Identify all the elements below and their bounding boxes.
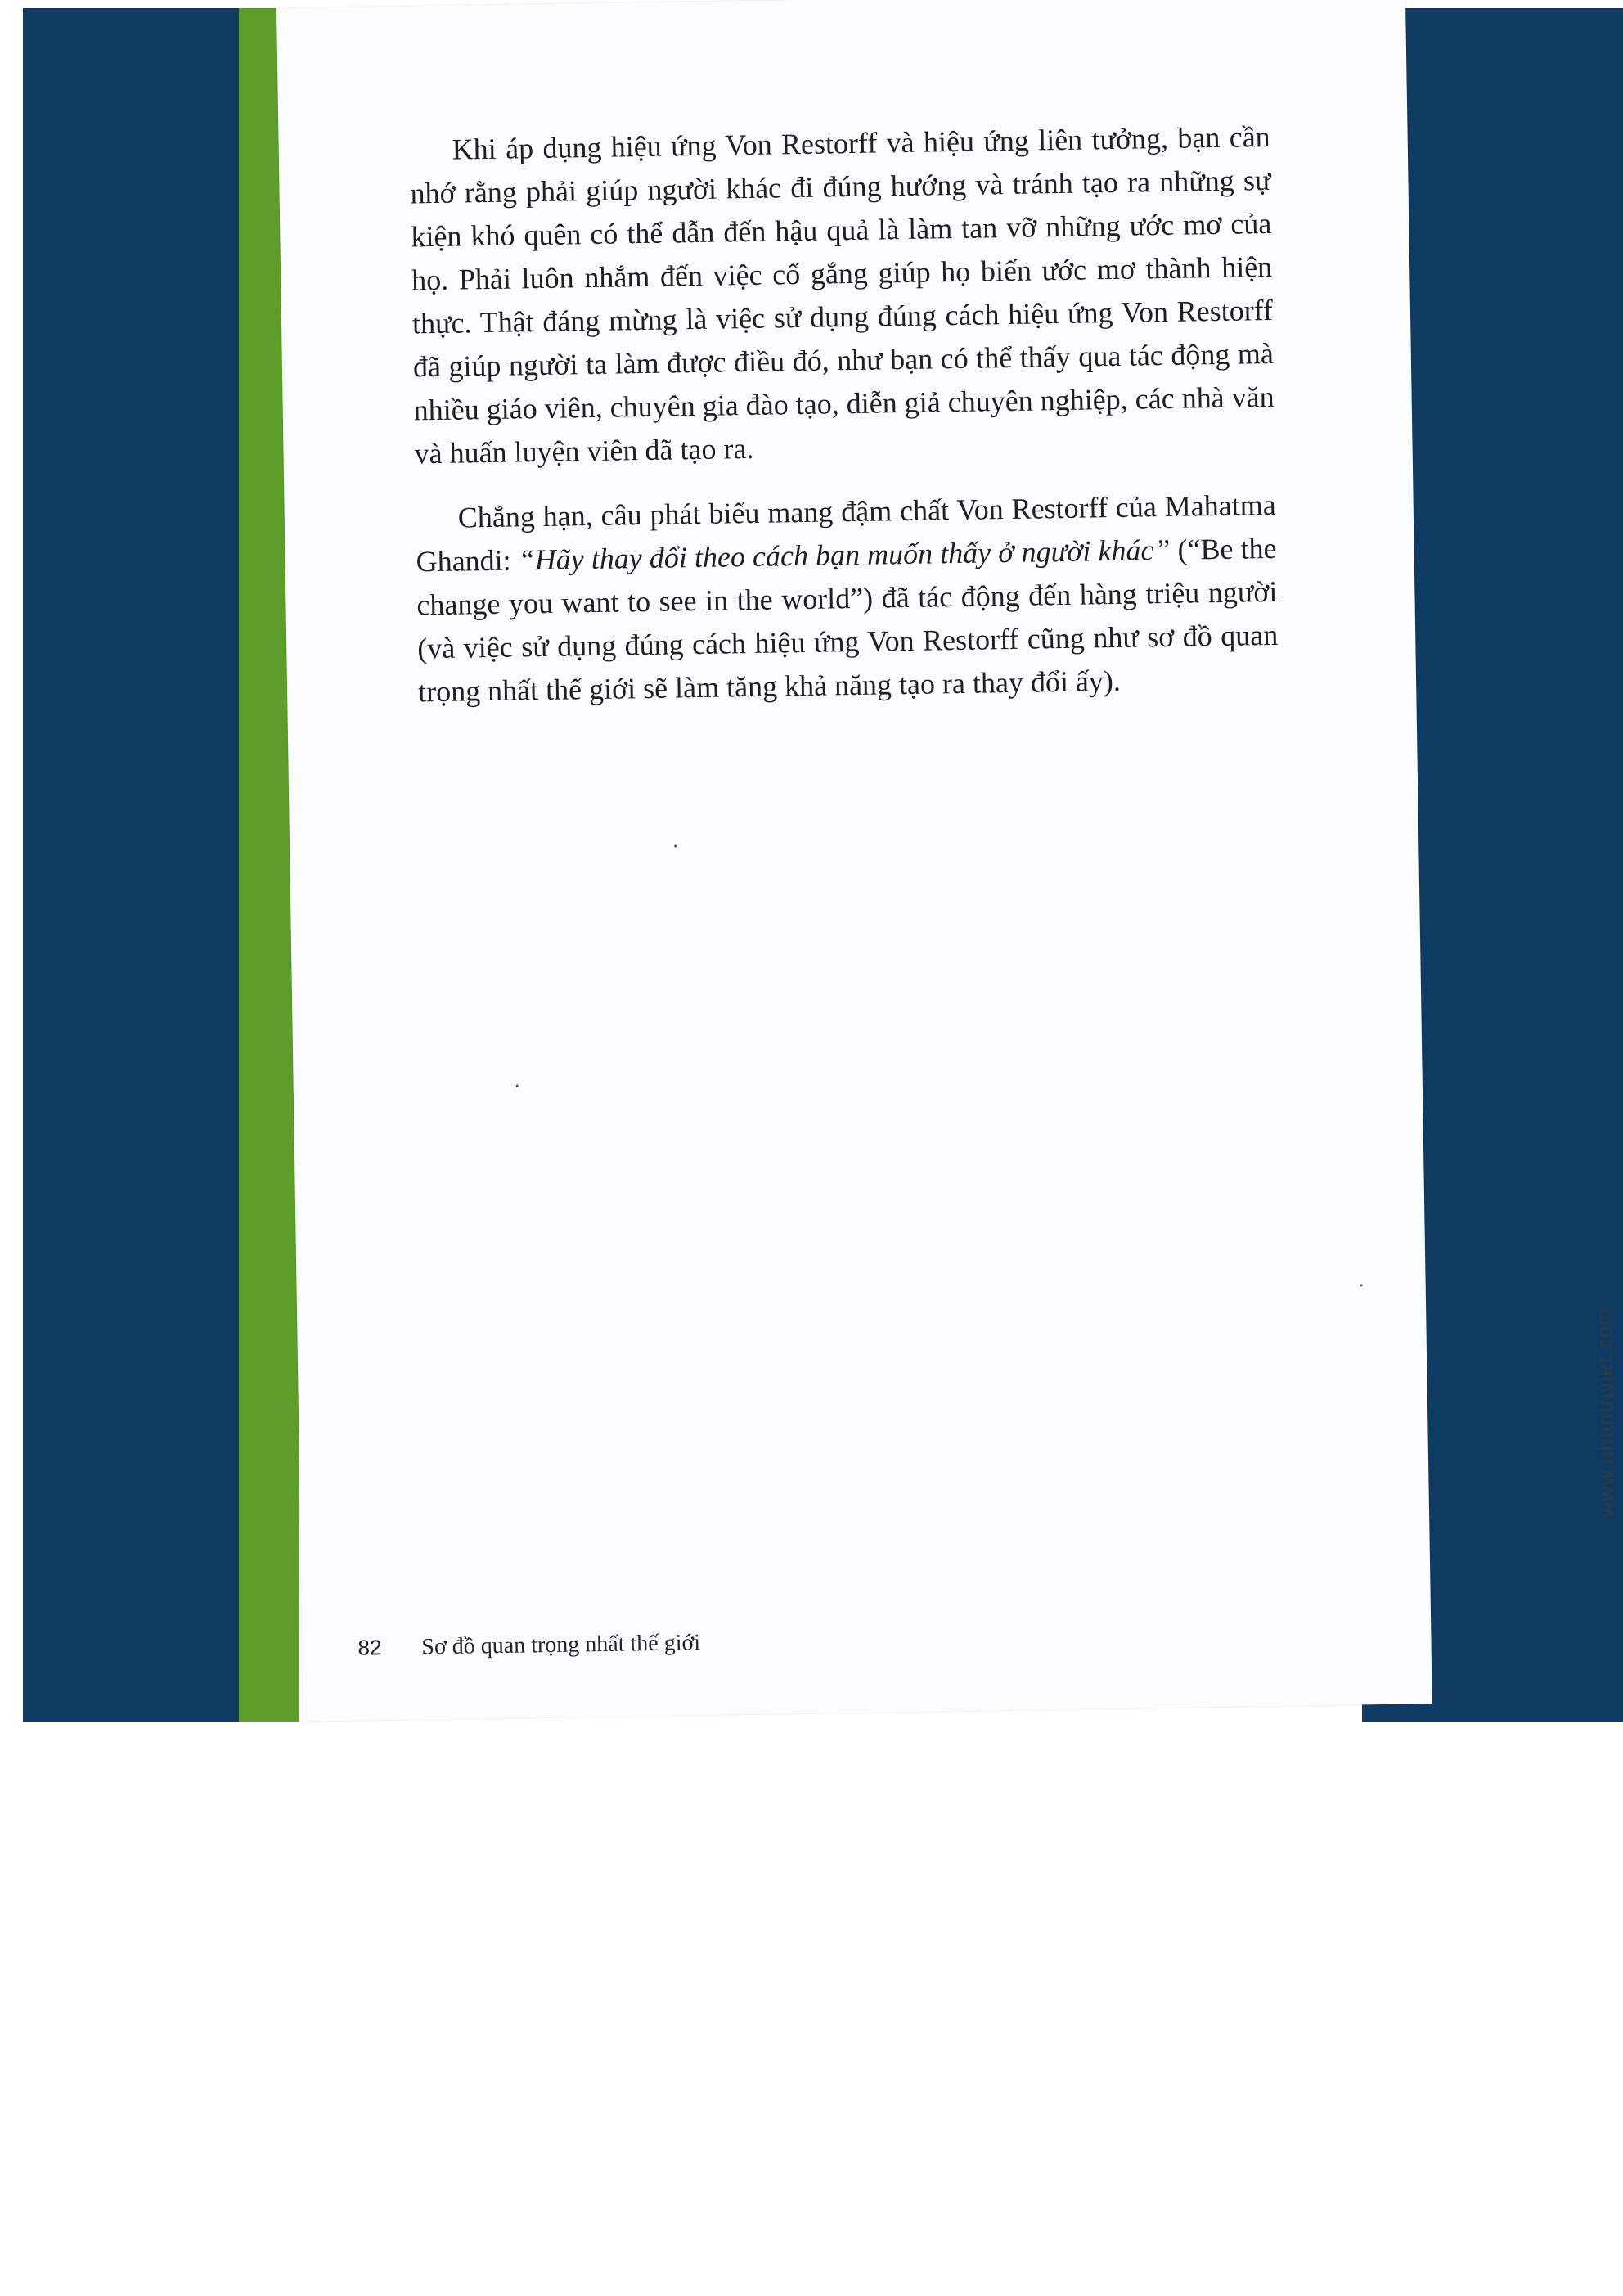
- paragraph-2-rest: (“Be the change you want to see in the world”) đã tác động đến hàng triệu người (và việc sử dụng đúng cách hiệu ứng Von Restorff cũng như sơ đồ quan trọng nhất thế giới sẽ làm tăng khả năng tạo ra thay đổi ấy).: [416, 531, 1279, 709]
- page-footer: [357, 1630, 700, 1662]
- paragraph-2: [415, 484, 1279, 714]
- scan-speck: [1360, 1284, 1363, 1286]
- scan-speck: [674, 844, 677, 847]
- page-number: 82: [357, 1635, 382, 1660]
- paragraph-1: Khi áp dụng hiệu ứng Von Restorff và hiệu ứng liên tưởng, bạn cần nhớ rằng phải giúp người khác đi đúng hướng và tránh tạo ra những sự kiện khó quên có thể dẫn đến hậu quả là làm tan vỡ những ước mơ của họ. Phải luôn nhắm đến việc cố gắng giúp họ biến ước mơ thành hiện thực. Thật đáng mừng là việc sử dụng đúng cách hiệu ứng Von Restorff đã giúp người ta làm được điều đó, như bạn có thể thấy qua tác động mà nhiều giáo viên, chuyên gia đào tạo, diễn giả chuyên nghiệp, các nhà văn và huấn luyện viên đã tạo ra.: [410, 119, 1275, 470]
- scan-background-left: [23, 8, 268, 1722]
- publisher-url: www.nhantriviet.com: [1591, 1307, 1620, 1518]
- ghandi-quote: “Hãy thay đổi theo cách bạn muốn thấy ở người khác”: [518, 533, 1171, 577]
- book-page: [276, 0, 1620, 1722]
- body-text: [409, 115, 1279, 735]
- paragraph-2-intro: Chẳng hạn, câu phát biểu mang đậm chất Von Restorff của Mahatma Ghandi:: [416, 488, 1276, 579]
- book-title: Sơ đồ quan trọng nhất thế giới: [421, 1630, 701, 1660]
- scan-speck: [516, 1085, 519, 1087]
